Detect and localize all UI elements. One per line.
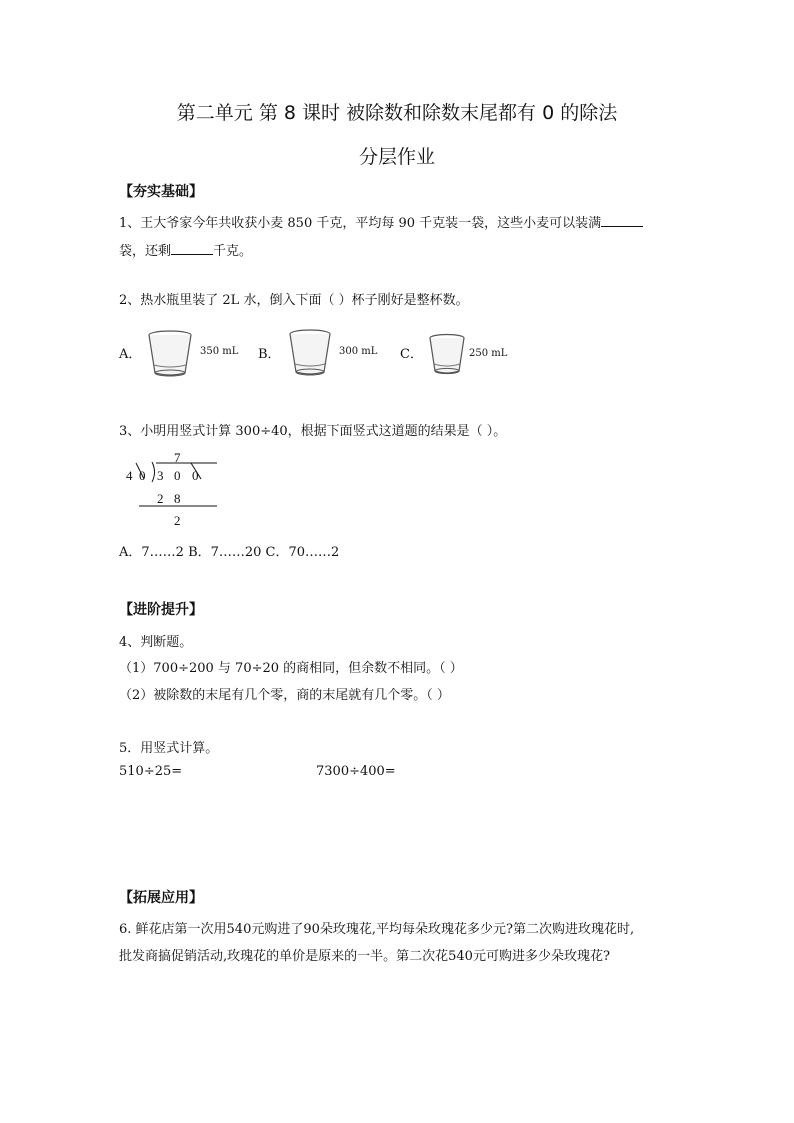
question-6-line-2: 批发商搞促销活动,玫瑰花的单价是原来的一半。第二次花540元可购进多少朵玫瑰花? [119, 949, 610, 964]
cup-a-icon [146, 329, 194, 383]
question-1-line-1 [119, 212, 643, 231]
division-product-digit: 8 [174, 491, 181, 506]
option-c-letter: C． [400, 347, 423, 362]
cup-c-icon [428, 333, 466, 381]
division-dividend-digit: 0 [174, 468, 181, 483]
question-3-options: A．7……2 B．7……20 C．70……2 [119, 545, 340, 560]
cup-b-capacity: 300 mL [339, 346, 378, 357]
division-dividend-digit: 3 [157, 468, 164, 483]
long-division [119, 446, 229, 536]
question-3-text: 3、小明用竖式计算 300÷40，根据下面竖式这道题的结果是（ ）。 [119, 424, 507, 439]
page-title: 第二单元 第 8 课时 被除数和除数末尾都有 0 的除法 [176, 102, 618, 124]
division-divisor-digit: 0 [139, 468, 146, 483]
option-b-letter: B． [258, 347, 281, 362]
section-basic-heading: 【夯实基础】 [119, 184, 203, 200]
question-4-item-2: （2）被除数的末尾有几个零，商的末尾就有几个零。（ ） [119, 688, 450, 703]
question-6-line-1: 6. 鲜花店第一次用540元购进了90朵玫瑰花,平均每朵玫瑰花多少元?第二次购进玫瑰花时, [119, 922, 635, 937]
question-5-expr-1: 510÷25= [119, 764, 183, 779]
question-1-text-2: 袋，还剩 [119, 244, 172, 259]
division-quotient: 7 [174, 450, 181, 465]
division-divisor-digit: 4 [126, 468, 133, 483]
option-a-letter: A． [119, 347, 142, 362]
cup-c-capacity: 250 mL [469, 348, 508, 359]
answer-blank-bags[interactable] [601, 214, 643, 227]
question-5-expr-2: 7300÷400= [316, 764, 396, 779]
cup-b-icon [287, 328, 333, 382]
question-5-text: 5．用竖式计算。 [119, 741, 219, 756]
question-1-text: 1、王大爷家今年共收获小麦 850 千克，平均每 90 千克装一袋，这些小麦可以装满 [119, 216, 602, 231]
question-1-line-2 [119, 240, 252, 259]
question-4-item-1: （1）700÷200 与 70÷20 的商相同，但余数不相同。（ ） [119, 661, 463, 676]
answer-blank-kilograms[interactable] [171, 242, 213, 255]
section-advanced-heading: 【进阶提升】 [119, 602, 203, 618]
division-product-digit: 2 [157, 491, 164, 506]
question-4-text: 4、判断题。 [119, 635, 193, 650]
page-subtitle: 分层作业 [358, 146, 435, 168]
section-extend-heading: 【拓展应用】 [119, 890, 203, 906]
division-dividend-digit: 0 [192, 468, 199, 483]
question-2-text: 2、热水瓶里装了 2L 水，倒入下面（ ）杯子刚好是整杯数。 [119, 293, 469, 308]
question-1-text-3: 千克。 [213, 244, 253, 259]
division-remainder: 2 [174, 513, 181, 528]
cup-a-capacity: 350 mL [200, 346, 239, 357]
